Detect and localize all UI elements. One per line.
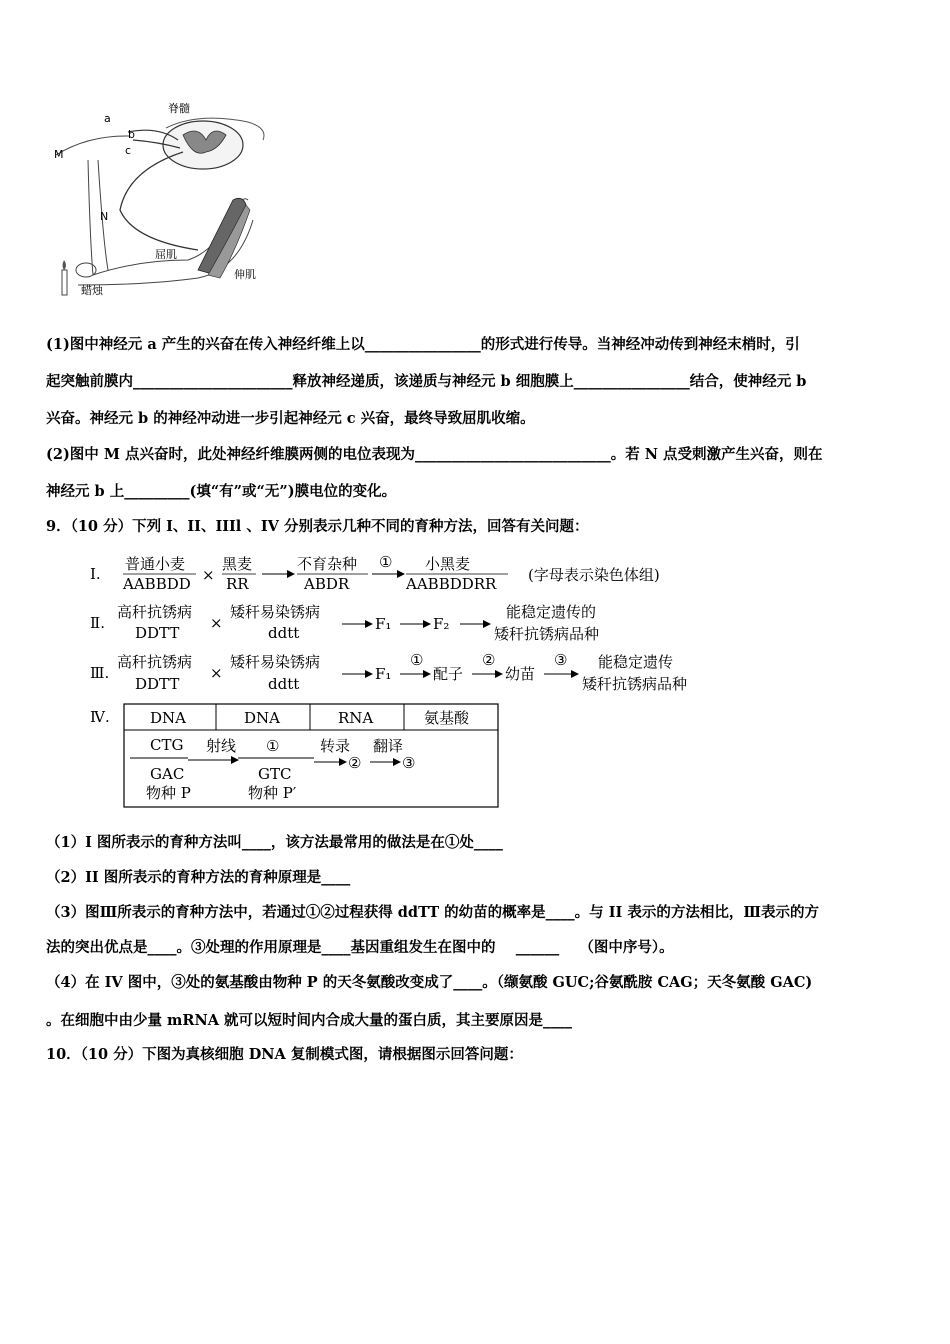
row1-step: ① [379,553,393,571]
row4-circle2: ② [348,754,362,772]
extensor-label: 伸肌 [234,268,256,281]
row4-transcribe: 转录 [320,737,351,755]
q8-p1-line1: (1)图中神经元 a 产生的兴奋在传入神经纤维上以________________的形式进行传导。当神经冲动传到神经末梢时，引 [46,336,800,353]
row4-h2: DNA [244,709,280,727]
row2-b-genome: ddtt [268,624,300,642]
row4-translate: 翻译 [373,737,404,755]
row3-a: 高秆抗锈病 [117,653,193,671]
row3-f1: F₁ [375,665,392,683]
row4-h3: RNA [338,709,374,727]
row1-num: Ⅰ. [90,565,101,583]
row3-b: 矮秆易染锈病 [230,653,321,671]
spinal-label: 脊髓 [168,102,190,115]
row3-gamete: 配子 [433,665,464,683]
row4-ray: 射线 [206,737,237,755]
row1-d: 小黑麦 [425,555,471,573]
label-b: b [128,128,135,141]
row4-species2: 物种 P′ [248,784,297,802]
row1-a-genome: AABBDD [123,575,191,593]
row2-end2: 矮秆抗锈病品种 [494,625,600,643]
row3-end1: 能稳定遗传 [598,653,674,671]
breeding-diagram-svg [88,552,718,810]
breeding-diagram [88,552,718,810]
row1-note: (字母表示染色体组) [528,566,660,584]
row3-b-genome: ddtt [268,675,300,693]
label-m: M [54,148,64,161]
row3-a-genome: DDTT [135,675,180,693]
q8-p1-line3: 兴奋。神经元 b 的神经冲动进一步引起神经元 c 兴奋，最终导致屈肌收缩。 [46,410,535,427]
row4-top1: CTG [150,736,184,754]
row1-c-genome: ABDR [304,575,350,593]
row2-f1: F₁ [375,615,392,633]
row3-end2: 矮秆抗锈病品种 [582,675,688,693]
candle-label: 蜡烛 [81,284,103,297]
row4-num: Ⅳ. [90,708,110,726]
row2-end1: 能稳定遗传的 [506,603,597,621]
row1-a: 普通小麦 [125,555,186,573]
row1-d-genome: AABBDDRR [406,575,497,593]
row4-h4: 氨基酸 [424,709,470,727]
flexor-label: 屈肌 [155,248,177,261]
label-c: c [125,144,132,157]
row4-bot2: GTC [258,765,292,783]
row2-cross: × [210,614,223,632]
row2-b: 矮秆易染锈病 [230,603,321,621]
q9-s4-line1: （4）在 IV 图中，③处的氨基酸由物种 P 的天冬氨酸改变成了____。（缬氨酸 GUC;谷氨酰胺 CAG；天冬氨酸 GAC) [46,974,813,991]
row2-f2: F₂ [433,615,450,633]
q8-p1-line2: 起突触前膜内______________________释放神经递质，该递质与神经元 b 细胞膜上________________结合，使神经元 b [46,373,807,390]
row2-num: Ⅱ. [90,614,105,632]
q9-s1: （1）I 图所表示的育种方法叫____，该方法最常用的做法是在①处____ [46,834,503,851]
row3-step3: ③ [554,651,568,669]
reflex-arc-figure [48,100,278,305]
row4-circle3: ③ [402,754,416,772]
row1-b: 黑麦 [222,555,253,573]
q9-s2: （2）II 图所表示的育种方法的育种原理是____ [46,869,351,886]
row4-h1: DNA [150,709,186,727]
q9-title: 9．（10 分）下列 I、II、IIIl 、IV 分别表示几种不同的育种方法，回答有关问题： [46,518,589,535]
q9-s4-line2: 。在细胞中由少量 mRNA 就可以短时间内合成大量的蛋白质，其主要原因是____ [46,1012,572,1029]
row4-species1: 物种 P [146,784,191,802]
q9-s3-line1: （3）图Ⅲ所表示的育种方法中，若通过①②过程获得 ddTT 的幼苗的概率是____。与 II 表示的方法相比，Ⅲ表示的方 [46,904,819,921]
row4-bot1: GAC [150,765,185,783]
q9-s3-line2: 法的突出优点是____。③处理的作用原理是____基因重组发生在图中的 ______ （图中序号）。 [46,939,674,956]
row2-a-genome: DDTT [135,624,180,642]
label-n: N [100,210,109,223]
row3-seedling: 幼苗 [505,665,536,683]
q8-p2-line2: 神经元 b 上_________(填“有”或“无”)膜电位的变化。 [46,483,397,500]
row4-mark1: ① [266,737,280,755]
q10-title: 10．（10 分）下图为真核细胞 DNA 复制模式图，请根据图示回答问题： [46,1046,523,1063]
row1-b-genome: RR [226,575,249,593]
label-a: a [104,112,111,125]
row3-step2: ② [482,651,496,669]
row3-cross: × [210,664,223,682]
row2-a: 高秆抗锈病 [117,603,193,621]
row1-cross: × [202,566,215,584]
q8-p2-line1: (2)图中 M 点兴奋时，此处神经纤维膜两侧的电位表现为___________________________。若 N 点受刺激产生兴奋，则在 [46,446,823,463]
row1-c: 不育杂种 [297,555,358,573]
row3-step1: ① [410,651,424,669]
row3-num: Ⅲ. [90,664,110,682]
